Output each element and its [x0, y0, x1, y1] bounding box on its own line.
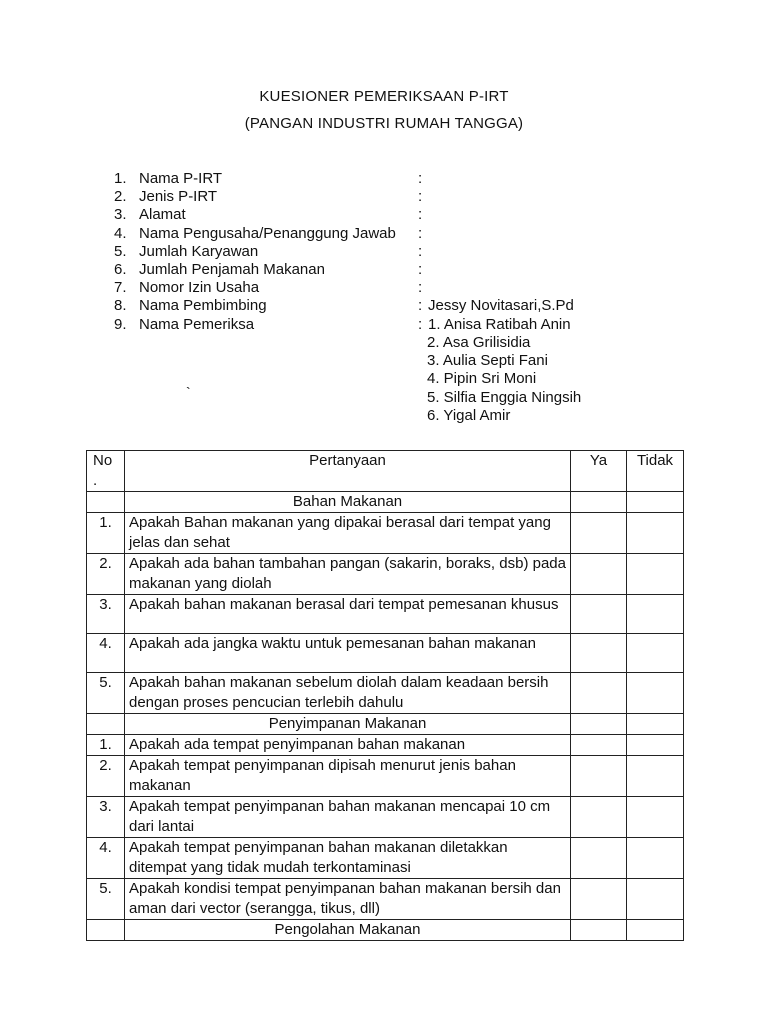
- document-subtitle: (PANGAN INDUSTRI RUMAH TANGGA): [244, 115, 524, 132]
- header-no-answer: Tidak: [627, 451, 684, 492]
- question-number: 5.: [87, 673, 125, 714]
- empty-cell: [87, 920, 125, 941]
- empty-cell: [627, 920, 684, 941]
- table-row: [87, 595, 684, 634]
- section-row: [87, 714, 684, 735]
- field-label: Nomor Izin Usaha: [139, 279, 260, 297]
- answer-yes-cell[interactable]: [571, 595, 627, 634]
- question-text: Apakah tempat penyimpanan dipisah menurut jenis bahan makanan: [125, 756, 571, 797]
- field-colon: :: [418, 206, 423, 224]
- answer-yes-cell[interactable]: [571, 756, 627, 797]
- header-yes: Ya: [571, 451, 627, 492]
- question-text: Apakah ada tempat penyimpanan bahan makanan: [125, 735, 571, 756]
- question-text: Apakah Bahan makanan yang dipakai berasal dari tempat yang jelas dan sehat: [125, 513, 571, 554]
- examiner-list: [427, 334, 581, 425]
- field-colon: :: [418, 315, 423, 333]
- answer-yes-cell[interactable]: [571, 879, 627, 920]
- answer-no-cell[interactable]: [627, 838, 684, 879]
- answer-no-cell[interactable]: [627, 554, 684, 595]
- field-colon: :: [418, 224, 423, 242]
- field-colon: :: [418, 260, 423, 278]
- answer-yes-cell[interactable]: [571, 634, 627, 673]
- empty-cell: [571, 920, 627, 941]
- table-row: [87, 513, 684, 554]
- question-number: 2.: [87, 554, 125, 595]
- empty-cell: [571, 492, 627, 513]
- questionnaire-table: [86, 450, 684, 941]
- table-row: [87, 634, 684, 673]
- table-row: [87, 838, 684, 879]
- field-label: Nama Pemeriksa: [139, 315, 255, 333]
- question-text: Apakah kondisi tempat penyimpanan bahan makanan bersih dan aman dari vector (serangga, tikus, dll): [125, 879, 571, 920]
- header-no: No .: [87, 451, 125, 492]
- question-number: 2.: [87, 756, 125, 797]
- answer-yes-cell[interactable]: [571, 838, 627, 879]
- answer-yes-cell[interactable]: [571, 673, 627, 714]
- field-label: Jenis P-IRT: [139, 188, 218, 206]
- field-number: 7.: [114, 279, 127, 297]
- empty-cell: [571, 714, 627, 735]
- empty-cell: [627, 492, 684, 513]
- examiner-name: 3. Aulia Septi Fani: [427, 352, 548, 370]
- answer-no-cell[interactable]: [627, 595, 684, 634]
- stray-mark: `: [186, 384, 191, 400]
- section-title: Bahan Makanan: [125, 492, 571, 513]
- field-colon: :: [418, 188, 423, 206]
- field-label: Nama P-IRT: [139, 170, 223, 187]
- question-number: 3.: [87, 595, 125, 634]
- question-text: Apakah bahan makanan sebelum diolah dalam keadaan bersih dengan proses pencucian terlebih dahulu: [125, 673, 571, 714]
- field-number: 8.: [114, 297, 127, 315]
- section-title: Penyimpanan Makanan: [125, 714, 571, 735]
- question-number: 4.: [87, 838, 125, 879]
- empty-cell: [87, 714, 125, 735]
- question-number: 1.: [87, 735, 125, 756]
- answer-yes-cell[interactable]: [571, 797, 627, 838]
- field-label: Nama Pengusaha/Penanggung Jawab: [139, 224, 396, 242]
- field-colon: :: [418, 297, 423, 315]
- answer-no-cell[interactable]: [627, 513, 684, 554]
- field-label: Jumlah Penjamah Makanan: [139, 260, 325, 278]
- field-label: Nama Pembimbing: [139, 297, 267, 315]
- answer-no-cell[interactable]: [627, 879, 684, 920]
- field-colon: :: [418, 279, 423, 297]
- field-number: 6.: [114, 260, 127, 278]
- question-number: 5.: [87, 879, 125, 920]
- field-colon: :: [418, 242, 423, 260]
- field-value: 1. Anisa Ratibah Anin: [428, 315, 571, 333]
- field-value: Jessy Novitasari,S.Pd: [428, 297, 574, 315]
- question-text: Apakah tempat penyimpanan bahan makanan mencapai 10 cm dari lantai: [125, 797, 571, 838]
- answer-no-cell[interactable]: [627, 673, 684, 714]
- field-number: 1.: [114, 170, 127, 187]
- answer-no-cell[interactable]: [627, 797, 684, 838]
- empty-cell: [87, 492, 125, 513]
- section-row: [87, 492, 684, 513]
- section-row: [87, 920, 684, 941]
- empty-cell: [627, 714, 684, 735]
- answer-yes-cell[interactable]: [571, 554, 627, 595]
- examiner-name: 5. Silfia Enggia Ningsih: [427, 388, 582, 406]
- field-label: Alamat: [139, 206, 186, 224]
- field-number: 3.: [114, 206, 127, 224]
- question-number: 1.: [87, 513, 125, 554]
- document-title: KUESIONER PEMERIKSAAN P-IRT: [259, 88, 509, 105]
- field-number: 2.: [114, 188, 127, 206]
- question-text: Apakah bahan makanan berasal dari tempat pemesanan khusus: [125, 595, 571, 634]
- table-row: [87, 756, 684, 797]
- examiner-name: 6. Yigal Amir: [427, 406, 511, 424]
- answer-yes-cell[interactable]: [571, 513, 627, 554]
- table-row: [87, 735, 684, 756]
- table-row: [87, 797, 684, 838]
- header-question: Pertanyaan: [125, 451, 571, 492]
- field-number: 5.: [114, 242, 127, 260]
- table-header-row: [87, 451, 684, 492]
- question-text: Apakah tempat penyimpanan bahan makanan diletakkan ditempat yang tidak mudah terkontaminasi: [125, 838, 571, 879]
- answer-no-cell[interactable]: [627, 735, 684, 756]
- question-number: 4.: [87, 634, 125, 673]
- field-label: Jumlah Karyawan: [139, 242, 259, 260]
- field-colon: :: [418, 170, 423, 187]
- examiner-name: 2. Asa Grilisidia: [427, 334, 531, 351]
- question-number: 3.: [87, 797, 125, 838]
- answer-yes-cell[interactable]: [571, 735, 627, 756]
- table-row: [87, 673, 684, 714]
- table-row: [87, 554, 684, 595]
- answer-no-cell[interactable]: [627, 634, 684, 673]
- examiner-name: 4. Pipin Sri Moni: [427, 370, 537, 388]
- answer-no-cell[interactable]: [627, 756, 684, 797]
- question-text: Apakah ada bahan tambahan pangan (sakarin, boraks, dsb) pada makanan yang diolah: [125, 554, 571, 595]
- field-number: 9.: [114, 315, 127, 333]
- section-title: Pengolahan Makanan: [125, 920, 571, 941]
- field-number: 4.: [114, 224, 127, 242]
- table-row: [87, 879, 684, 920]
- question-text: Apakah ada jangka waktu untuk pemesanan bahan makanan: [125, 634, 571, 673]
